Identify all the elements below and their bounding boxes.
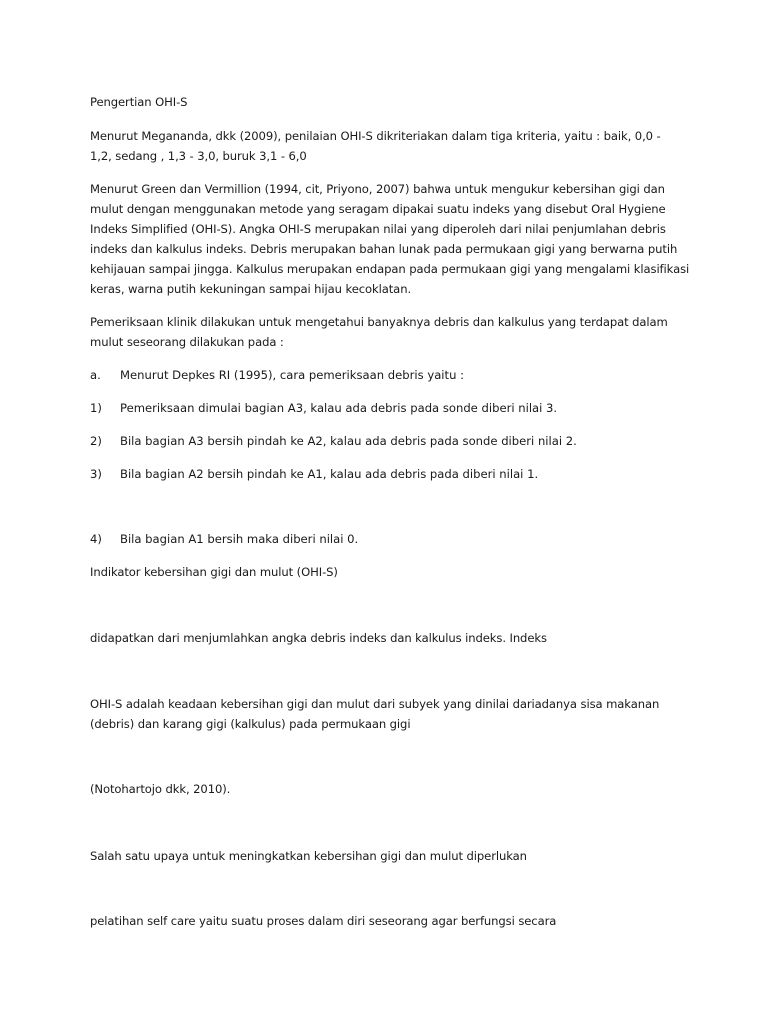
list-item-label: 4) bbox=[90, 532, 102, 546]
paragraph-line: (Notohartojo dkk, 2010). bbox=[90, 782, 231, 796]
paragraph-line: kehijauan sampai jingga. Kalkulus merupakan endapan pada permukaan gigi yang mengalami klasifikasi bbox=[90, 262, 690, 276]
paragraph-line: indeks dan kalkulus indeks. Debris merupakan bahan lunak pada permukaan gigi yang berwarna putih bbox=[90, 242, 678, 256]
list-item-text: Pemeriksaan dimulai bagian A3, kalau ada debris pada sonde diberi nilai 3. bbox=[120, 401, 558, 415]
paragraph-line: Indeks Simplified (OHI-S). Angka OHI-S merupakan nilai yang diperoleh dari nilai penjumlahan debris bbox=[90, 222, 666, 236]
paragraph-line: Indikator kebersihan gigi dan mulut (OHI-S) bbox=[90, 565, 338, 579]
paragraph-line: mulut dengan menggunakan metode yang seragam dipakai suatu indeks yang disebut Oral Hygiene bbox=[90, 202, 666, 216]
list-item-text: Menurut Depkes RI (1995), cara pemeriksaan debris yaitu : bbox=[120, 368, 465, 382]
document-heading: Pengertian OHI-S bbox=[90, 95, 188, 109]
paragraph-line: Menurut Green dan Vermillion (1994, cit, Priyono, 2007) bahwa untuk mengukur kebersihan gigi dan bbox=[90, 182, 665, 196]
paragraph-line: keras, warna putih kekuningan sampai hijau kecoklatan. bbox=[90, 282, 412, 296]
paragraph-line: OHI-S adalah keadaan kebersihan gigi dan mulut dari subyek yang dinilai dariadanya sisa makanan bbox=[90, 697, 660, 711]
list-item-text: Bila bagian A1 bersih maka diberi nilai 0. bbox=[120, 532, 359, 546]
paragraph-line: Pemeriksaan klinik dilakukan untuk mengetahui banyaknya debris dan kalkulus yang terdapat dalam bbox=[90, 315, 668, 329]
list-item-text: Bila bagian A3 bersih pindah ke A2, kalau ada debris pada sonde diberi nilai 2. bbox=[120, 434, 577, 448]
list-item-label: 2) bbox=[90, 434, 102, 448]
paragraph-line: (debris) dan karang gigi (kalkulus) pada permukaan gigi bbox=[90, 717, 411, 731]
list-item-label: a. bbox=[90, 368, 101, 382]
paragraph-line: didapatkan dari menjumlahkan angka debris indeks dan kalkulus indeks. Indeks bbox=[90, 631, 547, 645]
paragraph-line: mulut seseorang dilakukan pada : bbox=[90, 335, 284, 349]
paragraph-line: pelatihan self care yaitu suatu proses dalam diri seseorang agar berfungsi secara bbox=[90, 914, 557, 928]
list-item-text: Bila bagian A2 bersih pindah ke A1, kalau ada debris pada diberi nilai 1. bbox=[120, 467, 539, 481]
list-item-label: 1) bbox=[90, 401, 102, 415]
paragraph-line: 1,2, sedang , 1,3 - 3,0, buruk 3,1 - 6,0 bbox=[90, 149, 307, 163]
paragraph-line: Salah satu upaya untuk meningkatkan kebersihan gigi dan mulut diperlukan bbox=[90, 849, 527, 863]
paragraph-line: Menurut Megananda, dkk (2009), penilaian OHI-S dikriteriakan dalam tiga kriteria, yaitu : baik, 0,0 - bbox=[90, 129, 661, 143]
list-item-label: 3) bbox=[90, 467, 102, 481]
